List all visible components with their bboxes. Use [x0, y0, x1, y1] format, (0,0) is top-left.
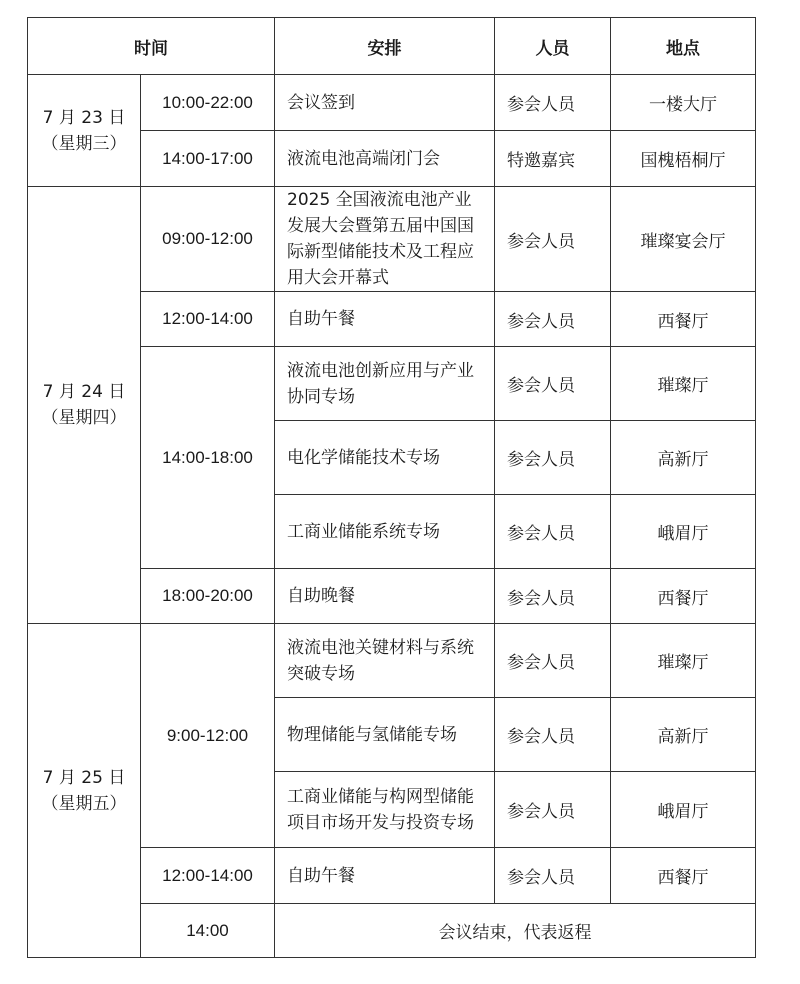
table-row: [28, 624, 756, 698]
location-cell: 西餐厅: [611, 848, 756, 904]
header-row: [28, 18, 756, 75]
arrangement-cell: 液流电池关键材料与系统突破专场: [275, 624, 495, 698]
header-arrangement: 安排: [275, 18, 495, 75]
time-cell: 10:00-22:00: [141, 75, 275, 131]
time-cell: 9:00-12:00: [141, 624, 275, 848]
people-cell: 参会人员: [495, 292, 611, 347]
time-cell: 14:00-17:00: [141, 131, 275, 187]
location-cell: 璀璨厅: [611, 624, 756, 698]
people-cell: 参会人员: [495, 569, 611, 624]
people-cell: 参会人员: [495, 698, 611, 772]
time-cell: 14:00-18:00: [141, 347, 275, 569]
arrangement-cell: 自助午餐: [275, 292, 495, 347]
people-cell: 参会人员: [495, 187, 611, 292]
location-cell: 一楼大厅: [611, 75, 756, 131]
table-row: [28, 75, 756, 131]
time-cell: 12:00-14:00: [141, 848, 275, 904]
location-cell: 西餐厅: [611, 292, 756, 347]
weekday-label: （星期四）: [41, 408, 127, 428]
header-time: 时间: [28, 18, 275, 75]
date-cell: [28, 187, 141, 624]
location-cell: 峨眉厅: [611, 772, 756, 848]
people-cell: 参会人员: [495, 75, 611, 131]
date-label: 7 月 24 日: [42, 382, 126, 402]
location-cell: 国槐梧桐厅: [611, 131, 756, 187]
arrangement-cell: 会议签到: [275, 75, 495, 131]
people-cell: 参会人员: [495, 421, 611, 495]
header-people: 人员: [495, 18, 611, 75]
arrangement-cell: 自助晚餐: [275, 569, 495, 624]
schedule-table: [27, 17, 756, 958]
time-cell: 09:00-12:00: [141, 187, 275, 292]
location-cell: 峨眉厅: [611, 495, 756, 569]
arrangement-cell: 液流电池创新应用与产业协同专场: [275, 347, 495, 421]
arrangement-cell: 物理储能与氢储能专场: [275, 698, 495, 772]
location-cell: 璀璨宴会厅: [611, 187, 756, 292]
people-cell: 参会人员: [495, 495, 611, 569]
location-cell: 璀璨厅: [611, 347, 756, 421]
date-cell: [28, 75, 141, 187]
date-cell: [28, 624, 141, 958]
arrangement-cell: 液流电池高端闭门会: [275, 131, 495, 187]
people-cell: 参会人员: [495, 347, 611, 421]
header-location: 地点: [611, 18, 756, 75]
people-cell: 特邀嘉宾: [495, 131, 611, 187]
arrangement-cell: 工商业储能系统专场: [275, 495, 495, 569]
location-cell: 高新厅: [611, 421, 756, 495]
date-label: 7 月 23 日: [42, 107, 126, 128]
people-cell: 参会人员: [495, 624, 611, 698]
arrangement-cell: 工商业储能与构网型储能项目市场开发与投资专场: [275, 772, 495, 848]
people-cell: 参会人员: [495, 848, 611, 904]
date-label: 7 月 25 日: [42, 767, 126, 788]
people-cell: 参会人员: [495, 772, 611, 848]
location-cell: 西餐厅: [611, 569, 756, 624]
arrangement-cell: 电化学储能技术专场: [275, 421, 495, 495]
time-cell: 18:00-20:00: [141, 569, 275, 624]
weekday-label: （星期五）: [41, 793, 127, 814]
time-cell: 12:00-14:00: [141, 292, 275, 347]
arrangement-cell: 2025 全国液流电池产业发展大会暨第五届中国国际新型储能技术及工程应用大会开幕式: [275, 187, 495, 292]
location-cell: 高新厅: [611, 698, 756, 772]
weekday-label: （星期三）: [41, 133, 127, 154]
arrangement-cell: 自助午餐: [275, 848, 495, 904]
table-row: [28, 187, 756, 292]
time-cell: 14:00: [141, 904, 275, 958]
closing-cell: 会议结束，代表返程: [275, 904, 756, 958]
